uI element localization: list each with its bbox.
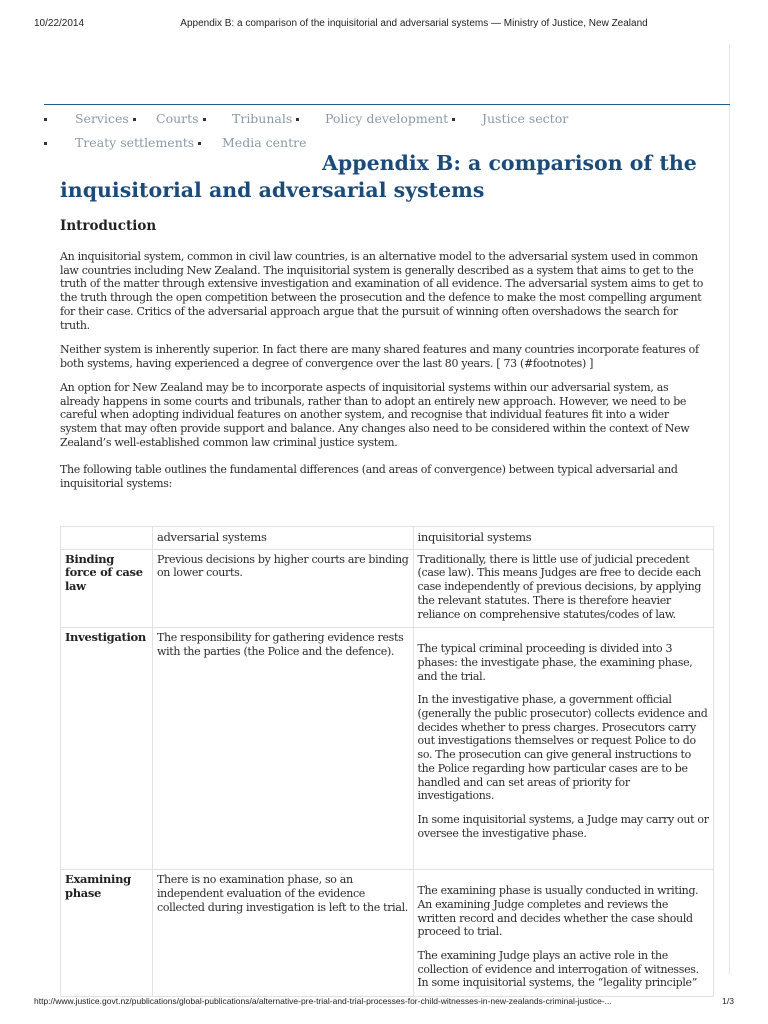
table-row [61,628,714,870]
intro-paragraph-1: An inquisitorial system, common in civil law countries, is an alternative model to the adversarial system used in common law countries including New Zealand. The inquisitorial system is generally described as a system that aims to get to the truth of the matter through extensive investigation and examination of all evidence. The adversarial system aims to get to the truth through the open competition between the prosecution and the defence to make the most compelling argument for their case. Critics of the adversarial approach argue that the pursuit of winning often overshadows the search for truth. [60,250,704,332]
row-label-binding-force: Binding force of case law [61,549,153,628]
comparison-table [60,526,714,997]
cell-inquisitorial [413,549,713,628]
table-header-adversarial: adversarial systems [152,527,413,550]
cell-text: The typical criminal proceeding is divided into 3 phases: the investigate phase, the examining phase, and the trial. [417,642,693,683]
cell-text: In the investigative phase, a government official (generally the public prosecutor) collects evidence and decides whether to press charges. Prosecutors carry out investigations themselves or request Police to do so. The prosecution can give general instructions to the Police regarding how particular cases are to be handled and can set areas of priority for investigations. [417,693,708,803]
bullet-icon [133,118,136,121]
nav-link-services[interactable]: Services [74,111,129,126]
nav-item-justice-sector[interactable] [482,111,568,126]
nav-item-services[interactable] [44,111,136,126]
page-right-border [729,44,730,974]
nav-link-justice-sector[interactable]: Justice sector [482,111,569,126]
print-url: http://www.justice.govt.nz/publications/global-publications/a/alternative-pre-trial-and-trial-processes-for-child-witnesses-in-new-zealands-criminal-justice-... [34,996,612,1006]
print-footer [34,996,734,1010]
cell-text: In some inquisitorial systems, a Judge may carry out or oversee the investigative phase. [417,812,709,840]
cell-text: Previous decisions by higher courts are binding on lower courts. [156,552,409,580]
cell-inquisitorial [413,628,713,870]
bullet-icon [203,118,206,121]
table-header-row [61,527,714,550]
cell-text: The responsibility for gathering evidence rests with the parties (the Police and the defence). [156,631,404,658]
bullet-icon [452,118,455,121]
nav-link-media-centre[interactable]: Media centre [222,135,307,150]
table-row [61,870,714,997]
nav-link-treaty-settlements[interactable]: Treaty settlements [74,135,195,150]
bullet-icon [296,118,299,121]
intro-paragraph-2 [60,343,708,370]
print-page-number: 1/3 [722,996,734,1006]
nav-item-treaty-settlements[interactable] [44,135,201,150]
table-row [61,549,714,628]
cell-text: The examining Judge plays an active role in the collection of evidence and interrogation of witnesses. In some inquisitorial systems, the “legality principle” [417,949,699,990]
cell-adversarial [152,628,413,870]
table-header-inquisitorial: inquisitorial systems [413,527,713,550]
nav-link-courts[interactable]: Courts [156,111,199,126]
print-page-title: Appendix B: a comparison of the inquisitorial and adversarial systems — Ministry of Justice, New Zealand [180,18,648,29]
bullet-icon [44,118,47,121]
cell-adversarial [152,870,413,997]
nav-link-policy-development[interactable]: Policy development [325,111,449,126]
nav-top-rule [44,104,730,105]
bullet-icon [44,142,47,145]
print-date: 10/22/2014 [34,18,85,29]
cell-text: There is no examination phase, so an independent evaluation of the evidence collected during investigation is left to the trial. [156,873,408,914]
cell-text: The examining phase is usually conducted in writing. An examining Judge completes and reviews the written record and decides whether the case should proceed to trial. [417,884,699,939]
cell-inquisitorial [413,870,713,997]
page-title: Appendix B: a comparison of the inquisitorial and adversarial systems [60,151,697,202]
nav-item-courts[interactable] [156,111,206,126]
bullet-icon [198,142,201,145]
table-header-empty [61,527,153,550]
nav-item-policy-development[interactable] [325,111,455,126]
section-heading-introduction: Introduction [60,218,157,234]
footnote-link[interactable]: [ 73 (#footnotes) ] [496,356,594,370]
intro-paragraph-3: An option for New Zealand may be to incorporate aspects of inquisitorial systems within our adversarial system, as already happens in some courts and tribunals, rather than to adopt an entirely new approach. However, we need to be careful when adopting individual features on another system, and recognise that individual features fit into a wider system that may often provide support and balance. Any changes also need to be considered within the context of New Zealand’s well-established common law criminal justice system. [60,381,690,449]
row-label-investigation: Investigation [61,628,153,870]
cell-adversarial [152,549,413,628]
intro-paragraph-2-text: Neither system is inherently superior. In fact there are many shared features and many countries incorporate features of both systems, having experienced a degree of convergence over the last 80 years. [60,343,699,370]
nav-item-tribunals[interactable] [232,111,299,126]
intro-paragraph-4: The following table outlines the fundamental differences (and areas of convergence) between typical adversarial and inquisitorial systems: [60,463,678,490]
nav-item-media-centre[interactable] [222,135,306,150]
print-header [34,18,734,32]
row-label-examining-phase: Examining phase [61,870,153,997]
cell-text: Traditionally, there is little use of judicial precedent (case law). This means Judges are free to decide each case independently of previous decisions, by applying the relevant statutes. There is therefore heavier reliance on comprehensive statutes/codes of law. [417,552,702,621]
nav-link-tribunals[interactable]: Tribunals [232,111,293,126]
